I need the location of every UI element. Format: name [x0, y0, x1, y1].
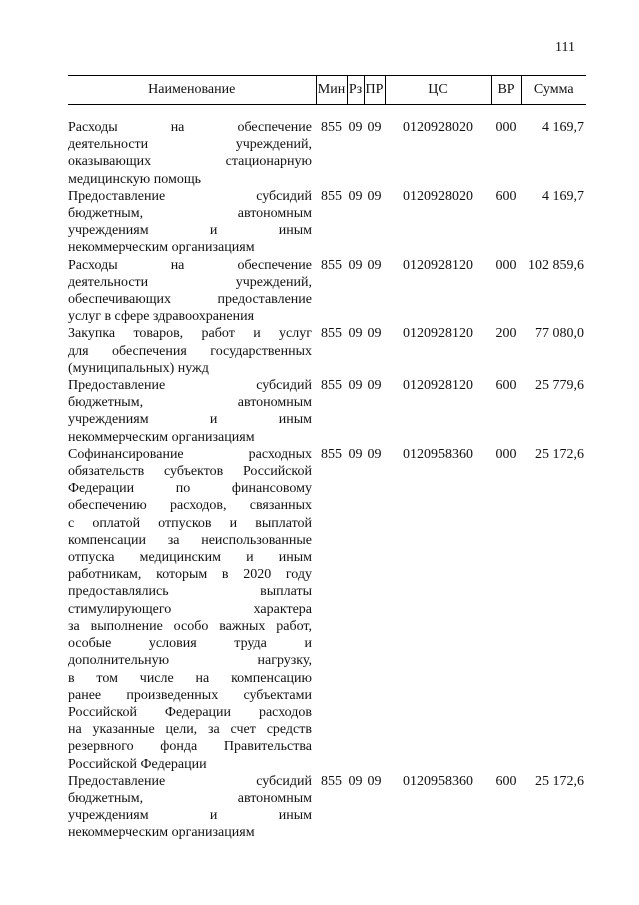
row-min: 855 — [321, 257, 342, 273]
row-name-line: обеспечению расходов, связанных — [68, 498, 312, 514]
row-name-line: на указанные цели, за счет средств — [68, 722, 312, 738]
table-row — [68, 446, 586, 773]
row-min: 855 — [321, 773, 342, 789]
header-min: Мин — [316, 76, 347, 105]
row-name-line: оказывающих стационарную — [68, 154, 312, 170]
row-name-line: некоммерческим организациям — [68, 825, 255, 841]
row-rz: 09 — [348, 446, 363, 462]
row-name-line: дополнительную нагрузку, — [68, 653, 312, 669]
row-rz: 09 — [348, 188, 363, 204]
row-pr: 09 — [367, 257, 382, 273]
row-name-line: Федерации по финансовому — [68, 481, 312, 497]
row-pr: 09 — [367, 446, 382, 462]
table-header-row — [68, 76, 586, 105]
row-vr: 000 — [495, 446, 517, 462]
row-name-line: за выполнение особо важных работ, — [68, 618, 312, 634]
row-name — [68, 446, 316, 773]
row-pr: 09 — [367, 326, 382, 342]
row-pr: 09 — [367, 773, 382, 789]
header-rz: Рз — [347, 76, 364, 105]
row-cs: 0120928120 — [403, 326, 473, 342]
row-sum: 25 172,6 — [535, 446, 584, 462]
row-name — [68, 119, 316, 188]
row-pr: 09 — [367, 120, 382, 135]
header-vr: ВР — [491, 76, 521, 105]
table-body — [68, 105, 586, 842]
row-min: 855 — [321, 120, 342, 135]
row-cs: 0120928020 — [403, 188, 473, 204]
header-pr: ПР — [364, 76, 385, 105]
row-cs: 0120958360 — [403, 446, 473, 462]
row-name-line: работникам, которым в 2020 году — [68, 567, 312, 583]
row-name-line: бюджетным, автономным — [68, 395, 312, 411]
row-pr: 09 — [367, 188, 382, 204]
row-name — [68, 188, 316, 257]
row-name — [68, 325, 316, 377]
row-name-line: Закупка товаров, работ и услуг — [68, 326, 312, 342]
row-name-line: в том числе на компенсацию — [68, 670, 312, 686]
row-min: 855 — [321, 188, 342, 204]
row-name-line: учреждениям и иным — [68, 808, 312, 824]
row-name-line: учреждениям и иным — [68, 412, 312, 428]
row-min: 855 — [321, 446, 342, 462]
row-cs: 0120928120 — [403, 257, 473, 273]
row-name-line: Софинансирование расходных — [68, 446, 312, 462]
row-cs: 0120958360 — [403, 773, 473, 789]
table-row — [68, 773, 586, 842]
row-name — [68, 773, 316, 842]
row-vr: 200 — [495, 326, 517, 342]
row-pr: 09 — [367, 378, 382, 394]
row-name — [68, 377, 316, 446]
row-cs: 0120928020 — [403, 120, 473, 135]
row-name-line: (муниципальных) нужд — [68, 360, 209, 376]
row-rz: 09 — [348, 773, 363, 789]
row-cs: 0120928120 — [403, 378, 473, 394]
row-sum: 4 169,7 — [542, 120, 584, 135]
row-name-line: деятельности учреждений, — [68, 137, 312, 153]
row-name-line: обязательств субъектов Российской — [68, 464, 312, 480]
row-name-line: учреждениям и иным — [68, 223, 312, 239]
row-sum: 4 169,7 — [542, 188, 584, 204]
row-name-line: Российской Федерации расходов — [68, 704, 312, 720]
row-vr: 600 — [495, 188, 517, 204]
row-vr: 600 — [495, 773, 517, 789]
table-row — [68, 377, 586, 446]
row-min: 855 — [321, 326, 342, 342]
row-name-line: Российской Федерации — [68, 756, 207, 772]
row-name-line: бюджетным, автономным — [68, 790, 312, 806]
table-row — [68, 119, 586, 188]
budget-table — [68, 75, 586, 842]
row-rz: 09 — [348, 378, 363, 394]
row-name-line: Предоставление субсидий — [68, 378, 312, 394]
row-name-line: некоммерческим организациям — [68, 429, 255, 445]
row-min: 855 — [321, 378, 342, 394]
row-name-line: с оплатой отпусков и выплатой — [68, 515, 312, 531]
header-name: Наименование — [68, 76, 316, 105]
row-rz: 09 — [348, 120, 363, 135]
row-name-line: бюджетным, автономным — [68, 206, 312, 222]
row-name-line: услуг в сфере здравоохранения — [68, 309, 255, 325]
row-name-line: ранее произведенных субъектами — [68, 687, 312, 703]
row-name-line: обеспечивающих предоставление — [68, 292, 312, 308]
row-name-line: резервного фонда Правительства — [68, 739, 312, 755]
row-sum: 102 859,6 — [528, 257, 584, 273]
row-name-line: деятельности учреждений, — [68, 274, 312, 290]
row-name-line: для обеспечения государственных — [68, 343, 312, 359]
row-name-line: Расходы на обеспечение — [68, 120, 312, 135]
row-name-line: стимулирующего характера — [68, 601, 312, 617]
row-name-line: некоммерческим организациям — [68, 240, 255, 256]
header-sum: Сумма — [521, 76, 586, 105]
row-name-line: предоставлялись выплаты — [68, 584, 312, 600]
table-row — [68, 325, 586, 377]
table-row — [68, 188, 586, 257]
row-name-line: Предоставление субсидий — [68, 188, 312, 204]
row-vr: 600 — [495, 378, 517, 394]
header-cs: ЦС — [385, 76, 491, 105]
row-name-line: компенсации за неиспользованные — [68, 532, 312, 548]
row-rz: 09 — [348, 257, 363, 273]
row-name — [68, 257, 316, 326]
row-sum: 77 080,0 — [535, 326, 584, 342]
row-name-line: особые условия труда и — [68, 636, 312, 652]
page-number: 111 — [555, 40, 575, 55]
row-sum: 25 779,6 — [535, 378, 584, 394]
row-name-line: Предоставление субсидий — [68, 773, 312, 789]
row-vr: 000 — [495, 120, 517, 135]
table-row — [68, 257, 586, 326]
row-name-line: отпуска медицинским и иным — [68, 550, 312, 566]
row-sum: 25 172,6 — [535, 773, 584, 789]
row-rz: 09 — [348, 326, 363, 342]
row-name-line: Расходы на обеспечение — [68, 257, 312, 273]
row-vr: 000 — [495, 257, 517, 273]
row-name-line: медицинскую помощь — [68, 171, 202, 187]
